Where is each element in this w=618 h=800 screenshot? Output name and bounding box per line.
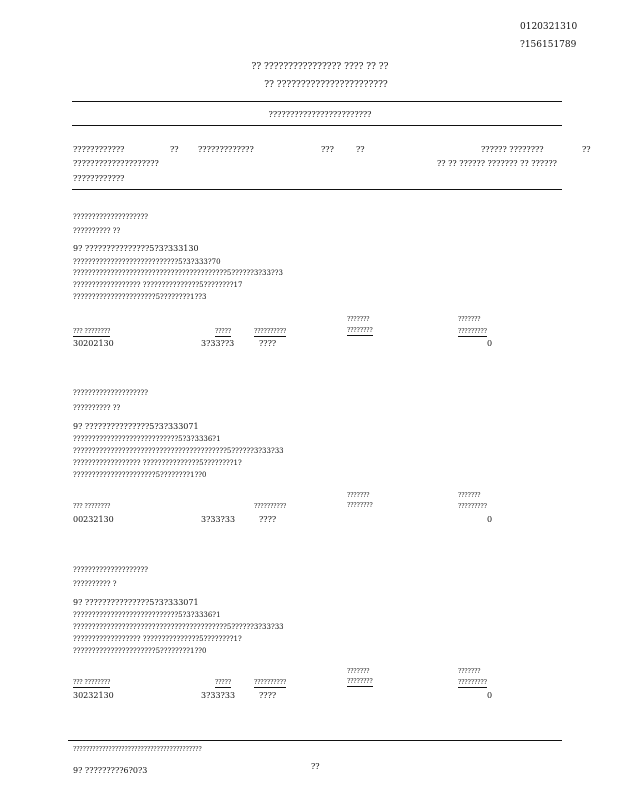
table-value-type: ???? [259, 515, 277, 524]
block-line: 9? ???????????????5?3?333071 [73, 422, 199, 431]
table-header-sub: ???????? [347, 327, 373, 334]
table-value-amount: 0 [487, 691, 493, 700]
header-divider [72, 101, 562, 102]
table-header-type: ?????????? [254, 679, 287, 686]
table-col-header-top: ??????? [347, 316, 370, 323]
table-value-account: 30202130 [73, 339, 114, 348]
block-heading: ???????????????????? [73, 566, 149, 574]
document-id-2: ?156151789 [520, 40, 577, 50]
table-header-type: ?????????? [254, 503, 287, 510]
footer-divider [68, 740, 562, 741]
block-line: ????????????????????????????5?3?3336?1 [73, 435, 221, 443]
block-line: ?????????????????????????????????????????5??????3?33?33 [73, 623, 284, 631]
block-line: ????????????????????????????5?3?3336?1 [73, 611, 221, 619]
section-title: ???????????????????????? [268, 110, 372, 119]
block-subheading: ?????????? ?? [73, 404, 121, 412]
block-line: ?????????????????? ???????????????5????????1? [73, 459, 242, 467]
table-header-amount: ????????? [458, 503, 487, 510]
block-line: ?????????????????????????????????????????5??????3?33??3 [73, 269, 283, 277]
table-col-header-top: ??????? [458, 316, 481, 323]
block-line: ??????????????????????5????????1??0 [73, 647, 207, 655]
block-line: ????????????????????????????5?3?333?70 [73, 258, 221, 266]
info-row3-left: ???????????? [73, 174, 125, 183]
block-line: 9? ???????????????5?3?333071 [73, 598, 199, 607]
block-heading: ???????????????????? [73, 213, 149, 221]
table-value-type: ???? [259, 339, 277, 348]
info-row2-left: ???????????????????? [73, 159, 159, 168]
table-header-code: ????? [215, 328, 232, 335]
table-col-header-top: ??????? [347, 492, 370, 499]
info-row1-col6: ?????? ???????? [481, 145, 544, 154]
table-value-account: 00232130 [73, 515, 114, 524]
block-line: ?????????????????? ???????????????5????????17 [73, 281, 243, 289]
footer-line-1: ???????????????????????????????????????? [73, 746, 202, 753]
table-col-header-top: ??????? [458, 668, 481, 675]
table-value-account: 30232130 [73, 691, 114, 700]
table-header-code: ????? [215, 679, 232, 686]
table-header-amount: ????????? [458, 328, 487, 335]
table-value-type: ???? [259, 691, 277, 700]
table-header-sub: ???????? [347, 678, 373, 685]
table-header-type: ?????????? [254, 328, 287, 335]
info-row1-col1: ???????????? [73, 145, 125, 154]
document-subtitle: ?? ??????????????????????? [264, 80, 388, 90]
table-value-code: 3?33??3 [201, 339, 235, 348]
info-divider [72, 189, 562, 190]
table-header-account: ??? ???????? [73, 503, 111, 510]
page-number: ?? [311, 762, 320, 771]
table-col-header-top: ??????? [347, 668, 370, 675]
info-row1-col5: ?? [356, 145, 365, 154]
block-line: 9? ???????????????5?3?333130 [73, 244, 199, 253]
table-value-code: 3?33?33 [201, 691, 236, 700]
block-subheading: ?????????? ? [73, 580, 117, 588]
block-line: ??????????????????????5????????1??0 [73, 471, 207, 479]
block-line: ?????????????????? ???????????????5????????1? [73, 635, 242, 643]
table-header-account: ??? ???????? [73, 328, 111, 335]
info-row1-col3: ????????????? [198, 145, 254, 154]
footer-line-2: 9? ?????????6?0?3 [73, 766, 148, 775]
block-heading: ???????????????????? [73, 389, 149, 397]
table-col-header-top: ??????? [458, 492, 481, 499]
table-header-sub: ???????? [347, 502, 373, 509]
info-row1-col2: ?? [170, 145, 179, 154]
block-line: ??????????????????????5????????1??3 [73, 293, 207, 301]
info-row2-right: ?? ?? ?????? ??????? ?? ?????? [437, 159, 557, 168]
block-subheading: ?????????? ?? [73, 227, 121, 235]
table-value-amount: 0 [487, 515, 493, 524]
info-row1-col7: ?? [582, 145, 591, 154]
info-row1-col4: ??? [321, 145, 334, 154]
table-header-account: ??? ???????? [73, 679, 111, 686]
section-divider [72, 125, 562, 126]
document-title: ?? ???????????????? ???? ?? ?? [251, 62, 389, 72]
document-id-1: 0120321310 [520, 22, 578, 32]
block-line: ?????????????????????????????????????????5??????3?33?33 [73, 447, 284, 455]
table-value-code: 3?33?33 [201, 515, 236, 524]
table-header-amount: ????????? [458, 679, 487, 686]
table-value-amount: 0 [487, 339, 493, 348]
